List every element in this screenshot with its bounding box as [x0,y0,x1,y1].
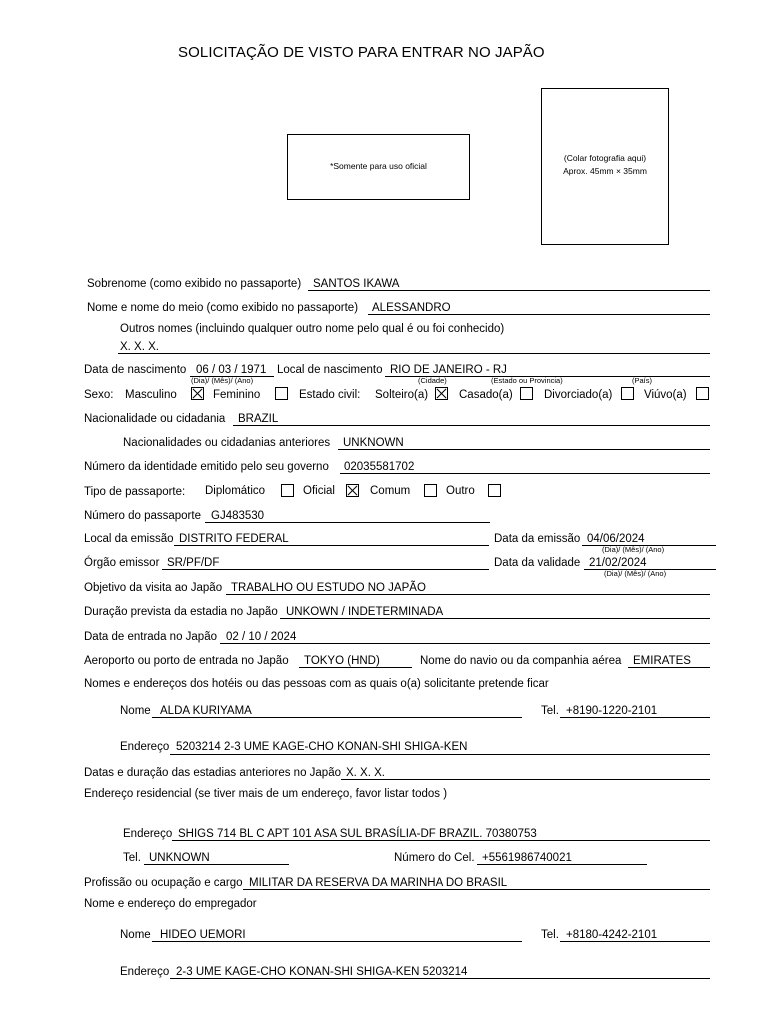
residence-tel-field[interactable]: UNKNOWN [149,852,210,864]
expiry-date-field[interactable]: 21/02/2024 [589,557,647,569]
airline-field[interactable]: EMIRATES [633,655,691,667]
expiry-date-label: Data da validade [494,557,581,569]
passport-diplomatic-checkbox[interactable] [281,484,294,497]
passport-other-checkbox[interactable] [488,484,501,497]
duration-underline [280,618,710,619]
employer-tel-underline [560,941,710,942]
profession-label: Profissão ou ocupação e cargo [84,877,243,889]
issue-date-hint: (Dia)/ (Mês)/ (Ano) [602,545,665,554]
employer-name-field[interactable]: HIDEO UEMORI [160,929,246,941]
employer-address-label: Endereço [120,966,170,978]
birth-date-field[interactable]: 06 / 03 / 1971 [196,364,267,376]
birth-city-hint: (Cidade) [418,376,447,385]
civil-widowed-checkbox[interactable] [696,387,709,400]
birth-country-hint: (País) [632,376,653,385]
employer-label: Nome e endereço do empregador [84,898,257,910]
given-name-field[interactable]: ALESSANDRO [372,302,451,314]
prev-nationality-field[interactable]: UNKNOWN [343,437,404,449]
employer-tel-field[interactable]: +8180-4242-2101 [566,929,658,941]
form-title: SOLICITAÇÃO DE VISTO PARA ENTRAR NO JAPÃO [178,44,545,61]
birth-state-hint: (Estado ou Provincia) [491,376,563,385]
issue-place-field[interactable]: DISTRITO FEDERAL [179,533,289,545]
airline-underline [628,667,710,668]
residential-label: Endereço residencial (se tiver mais de um endereço, favor listar todos ) [84,788,448,800]
issue-date-field[interactable]: 04/06/2024 [587,533,645,545]
port-underline [299,667,412,668]
duration-field[interactable]: UNKOWN / INDETERMINADA [286,606,444,618]
photo-box-line1: (Colar fotografia aqui) [563,153,647,163]
sex-female-checkbox[interactable] [275,387,288,400]
issuer-field[interactable]: SR/PF/DF [167,557,220,569]
host-tel-label: Tel. [541,705,559,717]
host-address-field[interactable]: 5203214 2-3 UME KAGE-CHO KONAN-SHI SHIGA-KEN [176,741,468,753]
official-use-label: *Somente para uso oficial [330,161,427,171]
birth-date-hint: (Dia)/ (Mês)/ (Ano) [191,376,254,385]
port-label: Aeroporto ou porto de entrada no Japão [84,655,289,667]
host-name-label: Nome [120,705,151,717]
host-tel-underline [560,717,710,718]
sex-male-checkbox[interactable] [191,387,204,400]
issue-place-underline [174,545,489,546]
nationality-label: Nacionalidade ou cidadania [84,413,226,425]
passport-number-underline [205,522,490,523]
passport-diplomatic-label: Diplomático [205,485,266,497]
residence-cell-label: Número do Cel. [394,852,475,864]
residence-tel-label: Tel. [123,852,141,864]
host-address-label: Endereço [120,741,170,753]
residence-address-label: Endereço [123,828,173,840]
issuer-underline [162,569,489,570]
other-names-underline [118,353,710,354]
nationality-underline [233,425,710,426]
civil-divorced-label: Divorciado(a) [544,389,613,401]
photo-box[interactable] [541,88,669,245]
prev-nationality-underline [338,449,710,450]
prev-nationality-label: Nacionalidades ou cidadanias anteriores [123,437,331,449]
employer-name-label: Nome [120,929,151,941]
given-name-underline [368,314,710,315]
civil-married-label: Casado(a) [459,389,513,401]
hotels-label: Nomes e endereços dos hotéis ou das pessoas com as quais o(a) solicitante pretende ficar [84,678,549,690]
entry-date-label: Data de entrada no Japão [84,631,217,643]
passport-official-label: Oficial [303,485,335,497]
passport-other-label: Outro [446,485,475,497]
airline-label: Nome do navio ou da companhia aérea [420,655,622,667]
passport-number-label: Número do passaporte [84,510,201,522]
residence-cell-field[interactable]: +5561986740021 [482,852,572,864]
residence-address-underline [172,840,710,841]
surname-field[interactable]: SANTOS IKAWA [313,278,400,290]
employer-address-field[interactable]: 2-3 UME KAGE-CHO KONAN-SHI SHIGA-KEN 5203214 [176,966,468,978]
civil-single-checkbox[interactable] [435,387,448,400]
passport-official-checkbox[interactable] [346,484,359,497]
id-number-underline [340,473,710,474]
issue-place-label: Local da emissão [84,533,174,545]
entry-date-field[interactable]: 02 / 10 / 2024 [226,631,297,643]
host-address-underline [170,754,710,755]
given-name-label: Nome e nome do meio (como exibido no passaporte) [87,302,359,314]
civil-married-checkbox[interactable] [520,387,533,400]
previous-stays-field[interactable]: X. X. X. [346,767,385,779]
issuer-label: Órgão emissor [84,557,160,569]
passport-common-checkbox[interactable] [424,484,437,497]
birth-place-label: Local de nascimento [277,364,383,376]
passport-common-label: Comum [370,485,411,497]
host-name-field[interactable]: ALDA KURIYAMA [160,705,252,717]
sex-female-label: Feminino [213,389,261,401]
expiry-date-hint: (Dia)/ (Mês)/ (Ano) [604,569,667,578]
duration-label: Duração prevista da estadia no Japão [84,606,278,618]
id-number-label: Número da identidade emitido pelo seu governo [84,461,329,473]
id-number-field[interactable]: 02035581702 [344,461,415,473]
sex-label: Sexo: [84,389,114,401]
previous-stays-underline [341,779,710,780]
residence-cell-underline [477,864,647,865]
civil-single-label: Solteiro(a) [375,389,429,401]
host-name-underline [152,717,522,718]
birth-place-field[interactable]: RIO DE JANEIRO - RJ [390,364,507,376]
port-field[interactable]: TOKYO (HND) [304,655,380,667]
civil-widowed-label: Viúvo(a) [644,389,687,401]
surname-underline [308,290,710,291]
purpose-field[interactable]: TRABALHO OU ESTUDO NO JAPÃO [231,582,426,594]
official-use-box [287,134,470,200]
entry-date-underline [220,643,710,644]
passport-type-label: Tipo de passaporte: [84,486,186,498]
profession-underline [243,889,710,890]
surname-label: Sobrenome (como exibido no passaporte) [87,278,302,290]
passport-number-field[interactable]: GJ483530 [211,510,265,522]
purpose-label: Objetivo da visita ao Japão [84,582,223,594]
civil-divorced-checkbox[interactable] [621,387,634,400]
photo-box-line2: Aprox. 45mm × 35mm [563,166,647,176]
residence-address-field[interactable]: SHIGS 714 BL C APT 101 ASA SUL BRASÍLIA-DF BRAZIL. 70380753 [178,828,537,840]
purpose-underline [226,594,710,595]
birth-date-label: Data de nascimento [84,364,187,376]
host-tel-field[interactable]: +8190-1220-2101 [566,705,658,717]
previous-stays-label: Datas e duração das estadias anteriores no Japão [84,767,341,779]
civil-status-label: Estado civil: [299,389,361,401]
other-names-field[interactable]: X. X. X. [120,341,159,353]
employer-tel-label: Tel. [541,929,559,941]
issue-date-label: Data da emissão [494,533,581,545]
residence-tel-underline [144,864,289,865]
employer-address-underline [170,978,710,979]
sex-male-label: Masculino [125,389,177,401]
profession-field[interactable]: MILITAR DA RESERVA DA MARINHA DO BRASIL [249,877,508,889]
other-names-label: Outros nomes (incluindo qualquer outro nome pelo qual é ou foi conhecido) [120,323,505,335]
nationality-field[interactable]: BRAZIL [238,413,279,425]
employer-name-underline [152,941,522,942]
